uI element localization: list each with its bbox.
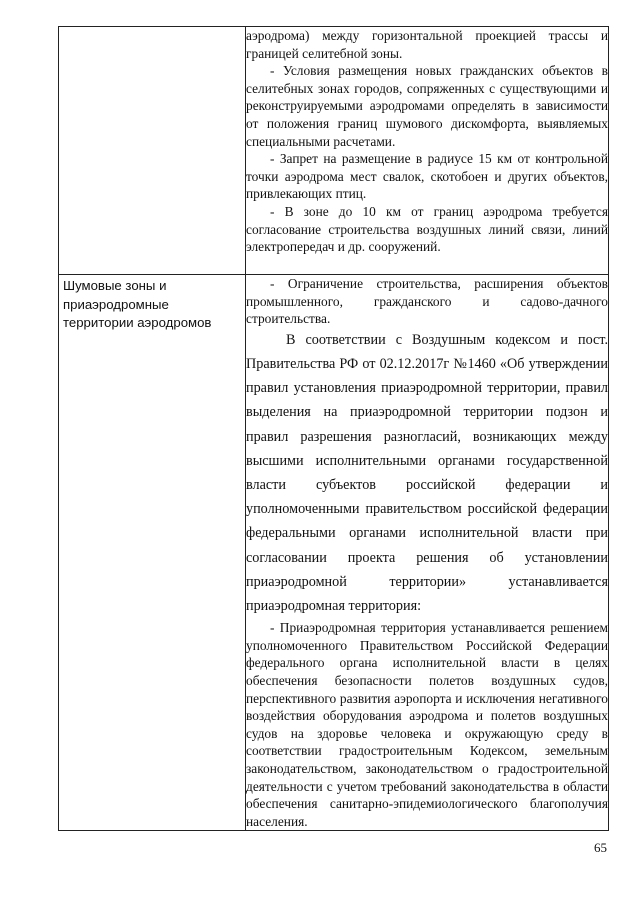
left-cell bbox=[59, 27, 246, 275]
requirements-cell bbox=[246, 27, 609, 275]
paragraph: аэродрома) между горизонтальной проекцией трассы и границей селитебной зоны. bbox=[246, 28, 608, 61]
requirements-cell bbox=[246, 275, 609, 831]
table-row bbox=[59, 27, 609, 275]
table-row bbox=[59, 275, 609, 831]
paragraph: - Ограничение строительства, расширения объектов промышленного, гражданского и садово-дачного строительства. bbox=[246, 276, 608, 327]
zone-name: Шумовые зоны и приаэродромные территории аэродромов bbox=[63, 278, 212, 331]
page-number: 65 bbox=[594, 840, 607, 855]
document-table bbox=[58, 26, 609, 831]
paragraph: В соответствии с Воздушным кодексом и пост. Правительства РФ от 02.12.2017г №1460 «Об утверждении правил установления приаэродромной территории, правил выделения на приаэродромной территории подзон и правил разрешения разногласий, возникающих между высшими исполнительными органами государственной власти субъектов российской федерации и уполномоченными правительством российской федерации федеральными органами исполнительной власти при согласовании проекта решения об установлении приаэродромной территории» устанавливается приаэродромная территория: bbox=[246, 331, 608, 615]
paragraph: - Запрет на размещение в радиусе 15 км от контрольной точки аэродрома мест свалок, скотобоен и других объектов, привлекающих птиц. bbox=[246, 151, 608, 202]
zone-name bbox=[59, 27, 245, 29]
paragraph: - Приаэродромная территория устанавливается решением уполномоченного Правительством Российской Федерации федерального органа исполнительной власти в целях обеспечения безопасности полетов воздушных судов, перспективного развития аэропорта и исключения негативного воздействия оборудования аэродрома и полетов воздушных судов на здоровье человека и окружающую среду в соответствии градостроительным Кодексом, земельным законодательством, законодательством о градостроительной деятельности с учетом требований законодательства в области обеспечения санитарно-эпидемиологического благополучия населения. bbox=[246, 620, 608, 829]
paragraph: - Условия размещения новых гражданских объектов в селитебных зонах городов, сопряженных с существующими и реконструируемыми аэродромами определять в зависимости от положения границ шумового дискомфорта, выявляемых специальными расчетами. bbox=[246, 63, 608, 149]
left-cell bbox=[59, 275, 246, 831]
paragraph: - В зоне до 10 км от границ аэродрома требуется согласование строительства воздушных линий связи, линий электропередач и др. сооружений. bbox=[246, 203, 608, 255]
